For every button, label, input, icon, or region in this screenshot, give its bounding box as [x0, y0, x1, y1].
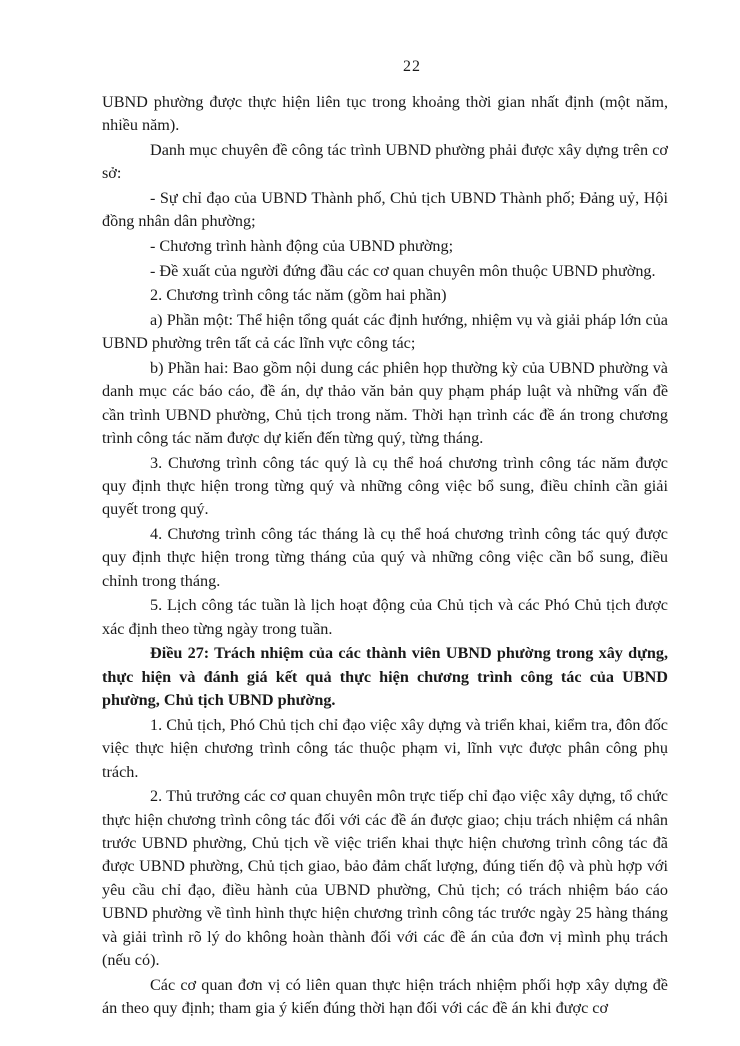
paragraph: b) Phần hai: Bao gồm nội dung các phiên họp thường kỳ của UBND phường và danh mục các báo cáo, đề án, dự thảo văn bản quy phạm pháp luật và những vấn đề cần trình UBND phường, Chủ tịch trong năm. Thời hạn trình các đề án trong chương trình công tác năm được dự kiến đến từng quý, từng tháng.	[102, 358, 668, 447]
article-heading: Điều 27: Trách nhiệm của các thành viên UBND phường trong xây dựng, thực hiện và đánh giá kết quả thực hiện chương trình công tác của UBND phường, Chủ tịch UBND phường.	[102, 644, 668, 710]
paragraph: 1. Chủ tịch, Phó Chủ tịch chỉ đạo việc xây dựng và triển khai, kiểm tra, đôn đốc việc thực hiện chương trình công tác thuộc phạm vi, lĩnh vực được phân công phụ trách.	[102, 715, 668, 781]
paragraph: Các cơ quan đơn vị có liên quan thực hiện trách nhiệm phối hợp xây dựng đề án theo quy định; tham gia ý kiến đúng thời hạn đối với các đề án khi được cơ	[102, 975, 668, 1018]
list-item: - Đề xuất của người đứng đầu các cơ quan chuyên môn thuộc UBND phường.	[150, 261, 656, 280]
paragraph: 5. Lịch công tác tuần là lịch hoạt động của Chủ tịch và các Phó Chủ tịch được xác định theo từng ngày trong tuần.	[102, 596, 668, 638]
paragraph: Danh mục chuyên đề công tác trình UBND phường phải được xây dựng trên cơ sở:	[102, 141, 668, 183]
list-item: - Chương trình hành động của UBND phường;	[150, 237, 454, 255]
paragraph: 4. Chương trình công tác tháng là cụ thể hoá chương trình công tác quý được quy định thực hiện trong từng tháng của quý và những công việc cần bổ sung, điều chỉnh trong tháng.	[102, 525, 668, 590]
page-number: 22	[403, 58, 421, 75]
paragraph: a) Phần một: Thể hiện tổng quát các định hướng, nhiệm vụ và giải pháp lớn của UBND phường trên tất cả các lĩnh vực công tác;	[102, 310, 668, 353]
paragraph: 2. Thủ trưởng các cơ quan chuyên môn trực tiếp chỉ đạo việc xây dựng, tổ chức thực hiện chương trình công tác đối với các đề án được giao; chịu trách nhiệm cá nhân trước UBND phường, Chủ tịch về việc triển khai thực hiện chương trình công tác đã được UBND phường, Chủ tịch giao, bảo đảm chất lượng, đúng tiến độ và phù hợp với yêu cầu chỉ đạo, điều hành của UBND phường, Chủ tịch; có trách nhiệm báo cáo UBND phường về tình hình thực hiện chương trình công tác trước ngày 25 hàng tháng và giải trình rõ lý do không hoàn thành đối với các đề án của đơn vị mình phụ trách (nếu có).	[102, 787, 668, 970]
document-body	[102, 91, 668, 1022]
paragraph: 3. Chương trình công tác quý là cụ thể hoá chương trình công tác năm được quy định thực hiện trong từng quý và những công việc bổ sung, điều chỉnh cần giải quyết trong quý.	[102, 453, 668, 519]
list-item: - Sự chỉ đạo của UBND Thành phố, Chủ tịch UBND Thành phố; Đảng uỷ, Hội đồng nhân dân phường;	[102, 189, 668, 231]
paragraph: UBND phường được thực hiện liên tục trong khoảng thời gian nhất định (một năm, nhiều năm).	[102, 93, 668, 135]
section-heading: 2. Chương trình công tác năm (gồm hai phần)	[150, 286, 447, 305]
